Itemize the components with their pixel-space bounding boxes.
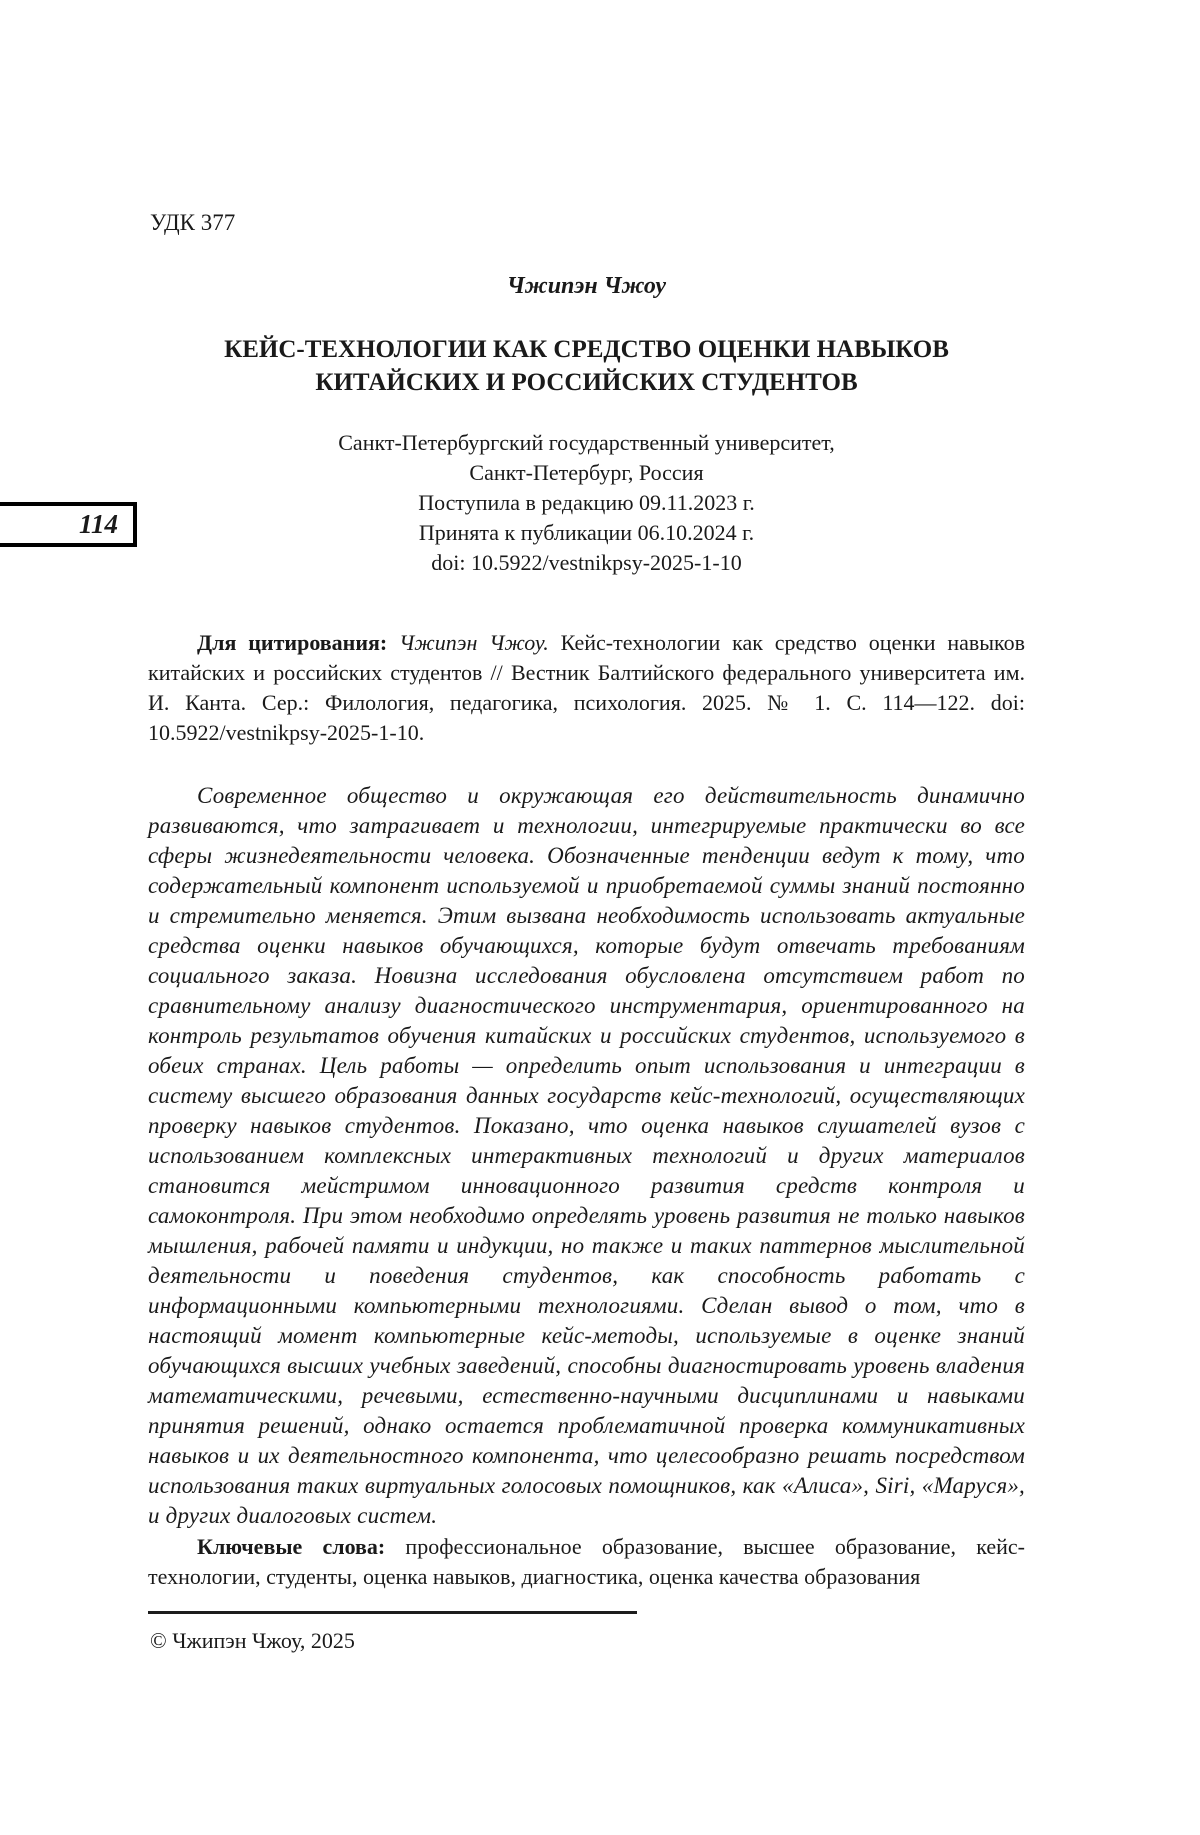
article-title-line1: КЕЙС-ТЕХНОЛОГИИ КАК СРЕДСТВО ОЦЕНКИ НАВЫКОВ [224, 336, 949, 363]
keywords-paragraph [148, 1532, 1025, 1592]
article-author: Чжипэн Чжоу [506, 273, 667, 299]
footer-rule [148, 1611, 637, 1614]
copyright-line: © Чжипэн Чжоу, 2025 [150, 1628, 355, 1653]
accepted-date: Принята к публикации 06.10.2024 г. [418, 520, 755, 545]
affiliation-city: Санкт-Петербург, Россия [469, 460, 704, 485]
keywords-label: Ключевые слова: [197, 1534, 386, 1559]
citation-author: Чжипэн Чжоу. [387, 630, 561, 655]
abstract-paragraph: Современное общество и окружающая его действительность динамично развиваются, что затрагивает и технологии, интегрируемые практически во все сферы жизнедеятельности человека. Обозначенные тенденции ведут к тому, что содержательный компонент используемой и приобретаемой суммы знаний постоянно и стремительно меняется. Этим вызвана необходимость использовать актуальные средства оценки навыков обучающихся, которые будут отвечать требованиям социального заказа. Новизна исследования обусловлена отсутствием работ по сравнительному анализу диагностического инструментария, ориентированного на контроль результатов обучения китайских и российских студентов, используемого в обеих странах. Цель работы — определить опыт использования и интеграции в систему высшего образования данных государств кейс-технологий, осуществляющих проверку навыков студентов. Показано, что оценка навыков слушателей вузов с использованием комплексных интерактивных технологий и других материалов становится мейстримом инновационного развития средств контроля и самоконтроля. При этом необходимо определять уровень развития не только навыков мышления, рабочей памяти и индукции, но также и таких паттернов мыслительной деятельности и поведения студентов, как способность работать с информационными компьютерными технологиями. Сделан вывод о том, что в настоящий момент компьютерные кейс-методы, используемые в оценке знаний обучающихся высших учебных заведений, способны диагностировать уровень владения математическими, речевыми, естественно-научными дисциплинами и навыками принятия решений, однако остается проблематичной проверка коммуникативных навыков и их деятельностного компонента, что целесообразно решать посредством использования таких виртуальных голосовых помощников, как «Алиса», Siri, «Маруся», и других диалоговых систем. [148, 783, 1025, 1528]
citation-paragraph [148, 628, 1025, 748]
page-number: 114 [78, 509, 118, 539]
article-title [148, 333, 1025, 399]
affiliation-university: Санкт-Петербургский государственный университет, [338, 430, 835, 455]
page-number-box [0, 502, 137, 547]
citation-label: Для цитирования: [197, 630, 388, 655]
citation-text: Кейс-технологии как средство оценки навыков китайских и российских студентов // Вестник Балтийского федерального университета им. И. Канта. Сер.: Филология, педагогика, психология. 2025. № 1. С. 114—122. doi: 10.5922/vestnikpsy-2025-1-10. [148, 630, 1025, 745]
affiliation-block [148, 428, 1025, 578]
keywords-text: профессиональное образование, высшее образование, кейс-технологии, студенты, оценка навыков, диагностика, оценка качества образования [148, 1534, 1025, 1589]
udc-code: УДК 377 [150, 210, 236, 235]
article-title-line2: КИТАЙСКИХ И РОССИЙСКИХ СТУДЕНТОВ [315, 369, 858, 396]
doi-line: doi: 10.5922/vestnikpsy-2025-1-10 [431, 550, 742, 575]
received-date: Поступила в редакцию 09.11.2023 г. [418, 490, 755, 515]
